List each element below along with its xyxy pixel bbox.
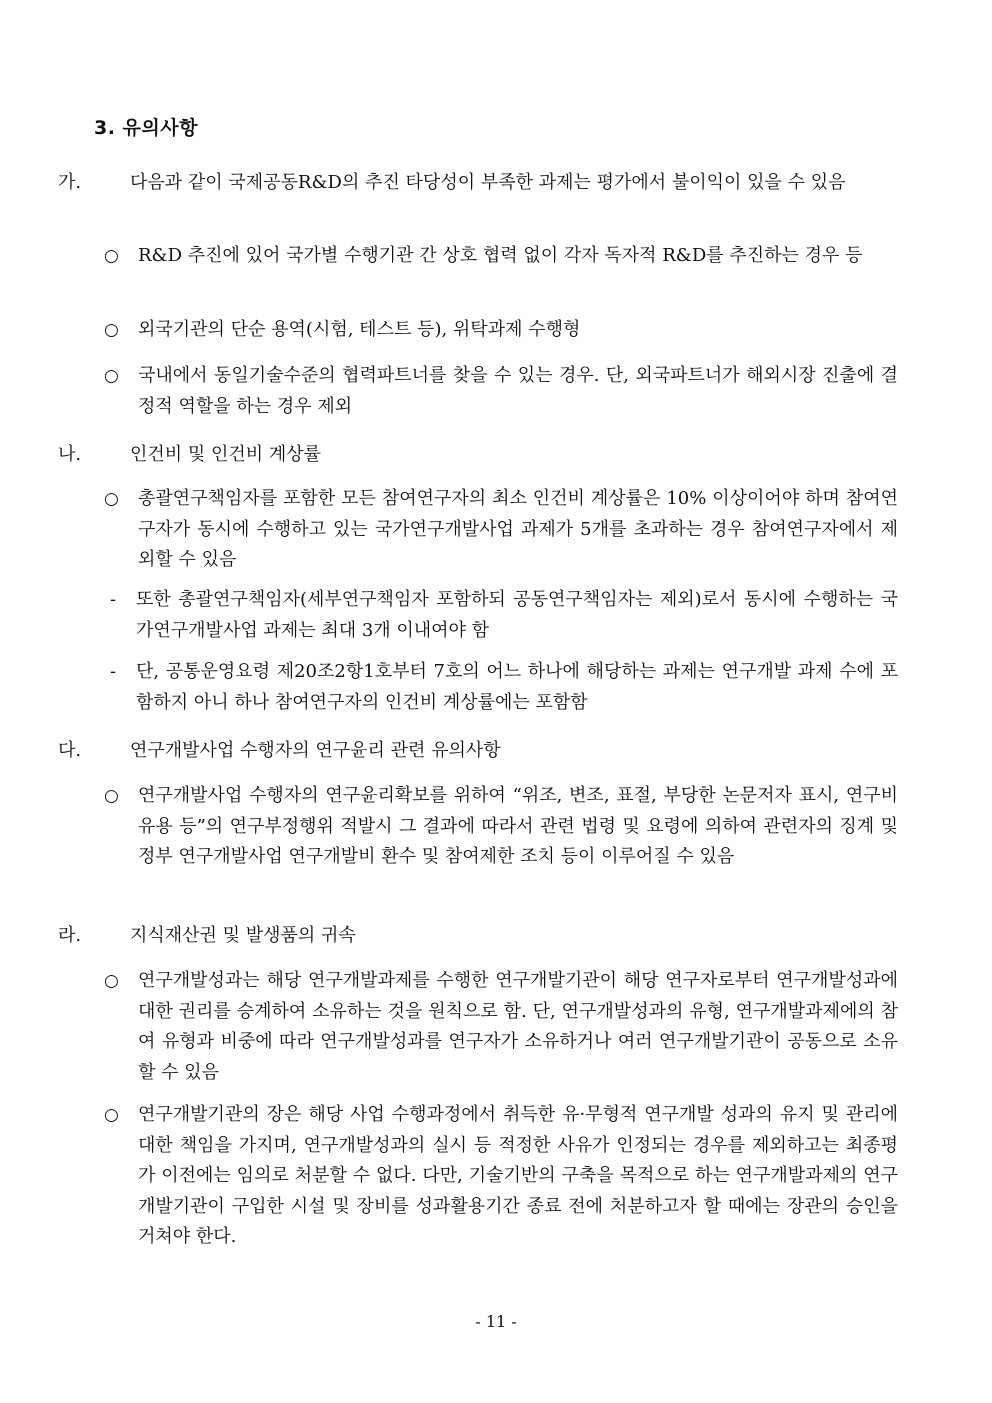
section-da-heading (58, 735, 934, 766)
circle-bullet-icon: ○ (104, 1105, 119, 1125)
list-item (104, 781, 898, 873)
circle-bullet-icon: ○ (104, 489, 119, 509)
item-text: 연구개발사업 수행자의 연구윤리확보를 위하여 “위조, 변조, 표절, 부당한 논문저자 표시, 연구비 유용 등”의 연구부정행위 적발시 그 결과에 따라서 관련 법령 및 요령에 의하여 관련자의 징계 및 정부 연구개발사업 연구개발비 환수 및 참여제한 조치 등이 이루어질 수 있음 (138, 785, 898, 867)
section-text: 인건비 및 인건비 계상률 (130, 444, 322, 465)
section-mark: 나. (58, 444, 82, 465)
list-item (104, 484, 898, 576)
dash-item (110, 585, 898, 646)
circle-bullet-icon: ○ (104, 971, 119, 991)
section-text: 연구개발사업 수행자의 연구윤리 관련 유의사항 (130, 740, 501, 761)
section-na-heading (58, 439, 934, 470)
list-item (104, 1100, 898, 1253)
section-text: 다음과 같이 국제공동R&D의 추진 타당성이 부족한 과제는 평가에서 불이익이 있을 수 있음 (130, 172, 846, 193)
section-mark: 라. (58, 925, 82, 946)
item-text: 외국기관의 단순 용역(시험, 테스트 등), 위탁과제 수행형 (138, 319, 581, 340)
item-text: R&D 추진에 있어 국가별 수행기관 간 상호 협력 없이 각자 독자적 R&D를 추진하는 경우 등 (138, 245, 863, 266)
dash-bullet: - (110, 661, 117, 682)
section-mark: 다. (58, 740, 82, 761)
circle-bullet-icon: ○ (104, 366, 119, 386)
item-text: 국내에서 동일기술수준의 협력파트너를 찾을 수 있는 경우. 단, 외국파트너가 해외시장 진출에 결정적 역할을 하는 경우 제외 (138, 365, 898, 417)
dash-text: 또한 총괄연구책임자(세부연구책임자 포함하되 공동연구책임자는 제외)로서 동시에 수행하는 국가연구개발사업 과제는 최대 3개 이내여야 함 (136, 589, 898, 641)
section-ga-heading (58, 167, 934, 198)
item-text: 총괄연구책임자를 포함한 모든 참여연구자의 최소 인건비 계상률은 10% 이상이어야 하며 참여연구자가 동시에 수행하고 있는 국가연구개발사업 과제가 5개를 초과하는 경우 참여연구자에서 제외할 수 있음 (138, 488, 898, 570)
section-text: 지식재산권 및 발생품의 귀속 (130, 925, 356, 946)
page-number: - 11 - (475, 1312, 517, 1331)
section-title: 3. 유의사항 (94, 117, 198, 139)
item-text: 연구개발성과는 해당 연구개발과제를 수행한 연구개발기관이 해당 연구자로부터 연구개발성과에 대한 권리를 승계하여 소유하는 것을 원칙으로 함. 단, 연구개발성과의 유형, 연구개발과제에의 참여 유형과 비중에 따라 연구개발성과를 연구자가 소유하거나 여러 연구개발기관이 공동으로 소유할 수 있음 (138, 970, 898, 1083)
list-item (104, 241, 898, 272)
dash-item (110, 657, 898, 718)
dash-bullet: - (110, 589, 117, 610)
section-mark: 가. (58, 172, 82, 193)
list-item (104, 361, 898, 422)
list-item (104, 315, 898, 346)
circle-bullet-icon: ○ (104, 246, 119, 266)
list-item (104, 966, 898, 1088)
circle-bullet-icon: ○ (104, 320, 119, 340)
circle-bullet-icon: ○ (104, 786, 119, 806)
dash-text: 단, 공통운영요령 제20조2항1호부터 7호의 어느 하나에 해당하는 과제는 연구개발 과제 수에 포함하지 아니 하나 참여연구자의 인건비 계상률에는 포함함 (136, 661, 898, 713)
section-ra-heading (58, 920, 934, 951)
item-text: 연구개발기관의 장은 해당 사업 수행과정에서 취득한 유·무형적 연구개발 성과의 유지 및 관리에 대한 책임을 가지며, 연구개발성과의 실시 등 적정한 사유가 인정되는 경우를 제외하고는 최종평가 이전에는 임의로 처분할 수 없다. 다만, 기술기반의 구축을 목적으로 하는 연구개발과제의 연구개발기관이 구입한 시설 및 장비를 성과활용기간 종료 전에 처분하고자 할 때에는 장관의 승인을 거쳐야 한다. (138, 1104, 898, 1247)
